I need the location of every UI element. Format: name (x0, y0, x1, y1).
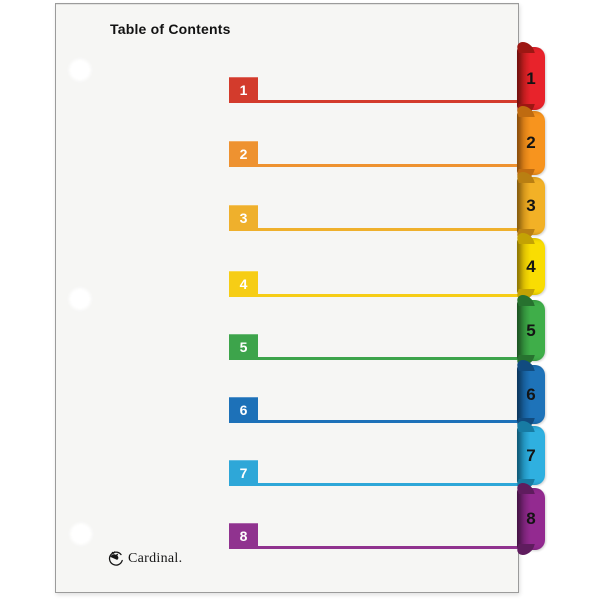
tab-number: 4 (526, 256, 536, 276)
index-tab-7 (517, 426, 545, 485)
index-tab-1 (517, 47, 545, 110)
divider-number-box: 5 (229, 334, 258, 360)
index-tab-2 (517, 111, 545, 175)
index-tab-8 (517, 488, 545, 550)
brand-name: Cardinal. (128, 550, 183, 566)
page-title: Table of Contents (110, 21, 231, 37)
tab-number: 8 (526, 509, 536, 528)
divider-number-box: 7 (229, 460, 258, 486)
tab-number: 2 (526, 133, 536, 152)
index-tab-3 (517, 177, 545, 235)
tab-number: 5 (526, 320, 536, 340)
divider-number-box: 4 (229, 271, 258, 297)
index-tab-4 (517, 238, 545, 295)
divider-number-box: 3 (229, 205, 258, 231)
divider-number-box: 1 (229, 77, 258, 103)
tab-number: 6 (526, 384, 536, 404)
divider-number-box: 8 (229, 523, 258, 549)
tab-number: 7 (526, 445, 536, 465)
tab-number: 1 (526, 68, 536, 88)
index-tab-6 (517, 365, 545, 424)
tab-number: 3 (526, 196, 536, 215)
index-tab-5 (517, 300, 545, 361)
divider-number-box: 6 (229, 397, 258, 423)
divider-number-box: 2 (229, 141, 258, 167)
